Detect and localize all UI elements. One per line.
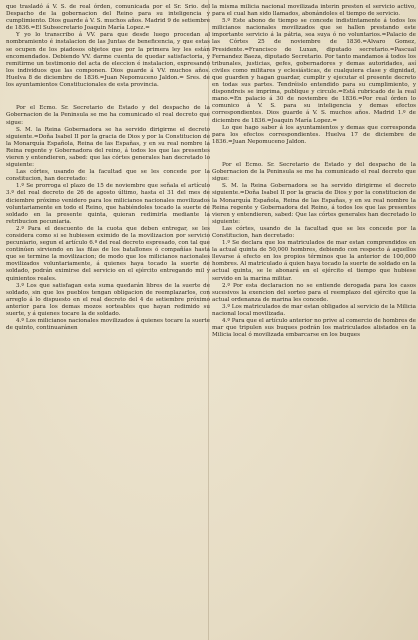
- paragraph: S. M. la Reina Gobernadora se ha servido dirigirme el decreto siguiente.=Doña Isabel II por la gracia de Dios y por la Constitucion de la Monarquía Española, Reina de las Españas, y en su real nombre la Reina regente y Gobernadora del reino, á todos los que las presentes vieren y entendieren, sabed: que las córtes generales han decretado lo siguiente:: [6, 126, 210, 169]
- paragraph: la misma milicia nacional movilizada interin presten el servicio activo, para el cual han sido llamados, abonándoles el tiempo de servicio.: [212, 4, 416, 18]
- paragraph: Las córtes, usando de la facultad que se les concede por la Constitucion, han decretado:: [212, 225, 416, 239]
- paragraph-spacer: [212, 151, 416, 156]
- paragraph: Y yo lo transcribo á VV. para que desde luego procedan al nombramiento é instalacion de las Juntas de beneficencia, y que estas se ocupen de los piadosos objetos que por la primera ley les están encomendados. Debiendo VV. darme cuenta de quedar satisfactoria, y remitirme un testimonio del acta de eleccion é instalacion, expresando los individuos que las componen. Dios guarde á VV. muchos años. Huelva 8 de diciembre de 1836.=Juan Nepomuceno Jaldon.= Sres. de los ayuntamientos Constitucionales de esta provincia.: [6, 32, 210, 89]
- paragraph: 3.º Los matriculados de mar estan obligados al servicio de la Milicia nacional local movilizada.: [212, 303, 416, 318]
- paragraph: 4.º Para que el artículo anterior no prive al comercio de hombres de mar que tripulen sus buques podrán los matriculados alistados en la Milicia local ó movilizada embarcarse en los buques: [212, 318, 416, 339]
- paragraph: 4.º Los milicianos nacionales movilizados á quienes tocare la suerte de quinto, continuaránen: [6, 318, 210, 332]
- paragraph: Lo que hago saber á los ayuntamientos y demas que corresponda para los efectos correspondientes. Huelva 17 de diciembre de 1836.=Juan Nepomuceno Jaldon.: [212, 124, 416, 145]
- paragraph: Por el Ecmo. Sr. Secretario de Estado y del despacho de la Gobernacion de la Peninsula se me ha comunicado el real decreto que sigue:: [6, 105, 210, 126]
- paragraph: 2.º Por esta declaracion no se entiende derogada para los casos sucesivos la exencion del sorteo para el reemplazo del ejército que la actual ordenanza de marina les concede.: [212, 282, 416, 303]
- paragraph: 1.º Se declara que los matriculados de mar estan comprendidos en la actual quinta de 50,000 hombres, debiendo con respecto á aquellos llevarse á efecto en los propios términos que la anterior de 100,000 hombres. Al matriculado á quien haya tocado la suerte de soldado en la actual quinta, se le abonará en el ejército el tiempo que hubiese servido en la marina militar.: [212, 240, 416, 282]
- paragraph: Las córtes, usando de la facultad que se les concede por la constitucion, han decretado:: [6, 169, 210, 183]
- paragraph: 2.º Para el descuento de la cuota que deben entregar, se les considera como si se hubiesen eximido de la movilizacion por servicio pecuniario, segun el artículo 6.º del real decreto espresado, con tal que continúen sirviendo en las filas de los batallones ó compañías hasta que se termine la movilizacion; de modo que los milicianos nacionales movilizados voluntariamente, á quienes haya tocado la suerte de soldado, podrán eximirse del servicio en el ejército entregando mil y quinientos reales.: [6, 225, 210, 282]
- paragraph-spacer: [6, 95, 210, 100]
- right-column: [212, 4, 416, 339]
- left-column: [6, 4, 210, 332]
- paragraph: 5.º Este abono de tiempo se concede indistintamente á todos los milicianos nacionales movilizados que se hallen prestando este importante servicio á la pátria, sea suya ó no voluntarios.=Palacio de las Córtes 25 de noviembre de 1836.=Alvaro Gomez, Presidente.=Francisco de Luxan, diputado secretario.=Pascual Fernandez Baeza, diputado Secretario. Por tanto mandamos á todos los tribunales, justicias, gefes, gobernadores y demas autoridades, así civiles como militares y eclesiásticas, de cualquiera clase y dignidad, que guarden y hagan guardar, cumplir y ejecutar el presente decreto en todas sus partes. Tendréislo entendido para su cumplimiento, y dispondreis se imprima, publique y circule.=Está rubricado de la real mano.=En palacio á 30 de noviembre de 1836.=Por real órden lo comunico á V. S. para su inteligencia y demas efectos correspondientes. Dios guarde á V. S. muchos años. Madrid 1.º de diciembre de 1836.=Joaquin María Lopez.=: [212, 18, 416, 124]
- paragraph: Por el Ecmo. Sr. Secretario de Estado y del despacho de la Gobernacion de la Peninsula se me ha comunicado el real decreto que sigue:: [212, 162, 416, 183]
- paragraph: 3.º Los que satisfagan esta suma quedarán libres de la suerte de soldado, sin que los pueblos tengan obligacion de reemplazarlos, con arreglo á lo dispuesto en el real decreto del 4 de setiembre próximo anterior para los demas mozos sorteables que hayan redimido su suerte, y á quienes tocare la de soldado.: [6, 282, 210, 318]
- paragraph: S. M. la Reina Gobernadora se ha servido dirigirme el decreto siguiente.=Doña Isabel II por la gracia de Dios y por la constitucion de la Monarquía Española, Reina de las Españas, y en su real nombre la Reina regente y Gobernadora del Reino, á todos los que las presentes vieren y entendieren, sabed: Que las córtes generales han decretado lo siguiente:: [212, 183, 416, 225]
- paragraph: 1.º Se prorroga el plazo de 15 de noviembre que señala el artículo 3.º del real decreto de 26 de agosto último, hasta el 31 del mes de diciembre próximo venidero para los milicianos nacionales movilizados voluntariamente en todo el Reino, que habiéndoles tocado la suerte de soldado en la presente quinta, quieran redimirla mediante la retribucion pecuniaria.: [6, 183, 210, 225]
- paragraph: que trasladó á V. S. de real órden, comunicada por el Sr. Srio. del Despacho de la gobernacion del Reino para su inteligencia y cumplimiento. Dios guarde á V. S. muchos años. Madrid 9 de setiembre de 1836.=El Subsecretario Joaquin María Lopez.=: [6, 4, 210, 32]
